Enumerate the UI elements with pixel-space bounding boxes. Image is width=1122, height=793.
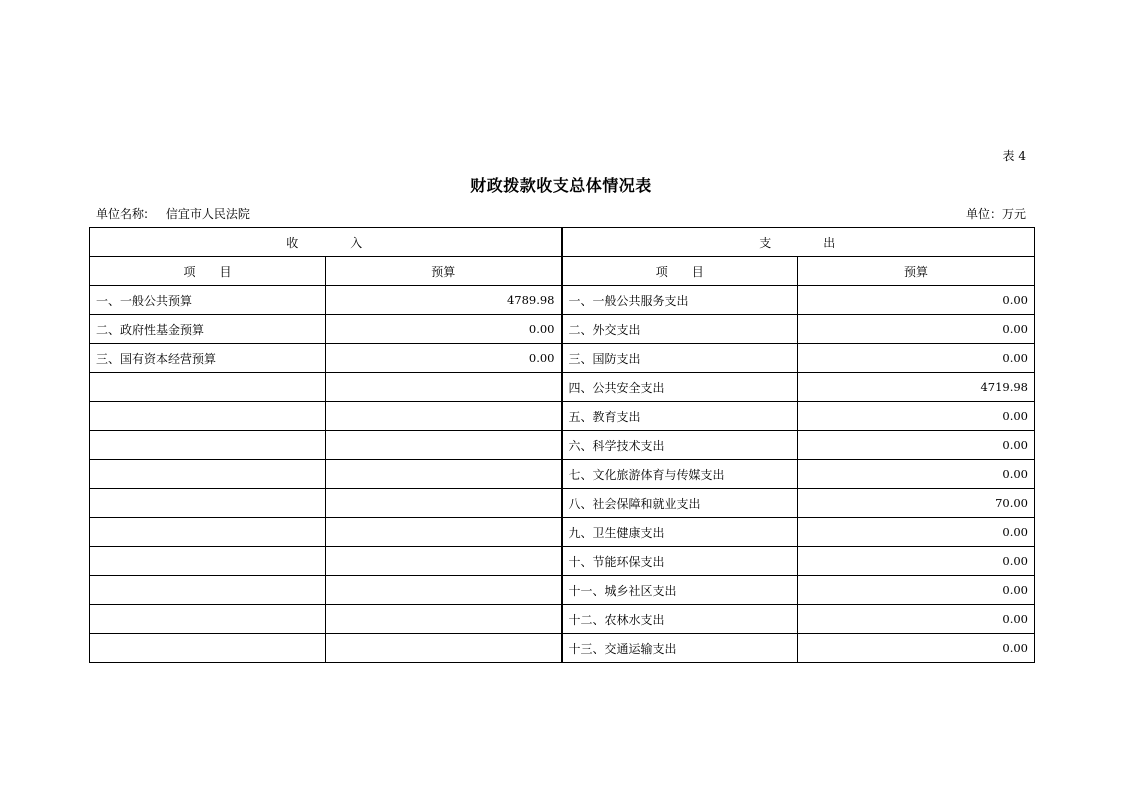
income-item-cell <box>90 373 326 402</box>
income-value-cell: 0.00 <box>326 344 562 373</box>
expense-value-cell: 0.00 <box>798 547 1035 576</box>
expense-item-cell: 十、节能环保支出 <box>562 547 798 576</box>
table-row <box>90 634 1035 663</box>
income-item-cell <box>90 576 326 605</box>
income-item-cell <box>90 489 326 518</box>
income-value-cell <box>326 547 562 576</box>
table-row <box>90 315 1035 344</box>
income-group-char-1: 收 <box>286 235 301 250</box>
table-row <box>90 489 1035 518</box>
table-row <box>90 431 1035 460</box>
income-item-cell: 二、政府性基金预算 <box>90 315 326 344</box>
expense-item-cell: 八、社会保障和就业支出 <box>562 489 798 518</box>
income-value-cell <box>326 605 562 634</box>
income-value-cell <box>326 576 562 605</box>
expense-item-cell: 四、公共安全支出 <box>562 373 798 402</box>
unit-measure: 单位：万元 <box>965 207 1026 221</box>
unit-name-value: 信宜市人民法院 <box>165 207 250 221</box>
expense-budget-header: 预算 <box>798 257 1035 286</box>
expense-value-cell: 0.00 <box>798 315 1035 344</box>
income-item-cell: 三、国有资本经营预算 <box>90 344 326 373</box>
expense-value-cell: 0.00 <box>798 576 1035 605</box>
unit-name-group <box>96 205 250 222</box>
expense-value-cell: 0.00 <box>798 431 1035 460</box>
expense-value-cell: 0.00 <box>798 460 1035 489</box>
income-value-cell: 4789.98 <box>326 286 562 315</box>
expense-item-cell: 五、教育支出 <box>562 402 798 431</box>
expense-item-cell: 六、科学技术支出 <box>562 431 798 460</box>
expense-value-cell: 0.00 <box>798 518 1035 547</box>
item-header-char-1: 项 <box>183 264 196 279</box>
expense-value-cell: 0.00 <box>798 634 1035 663</box>
table-row <box>90 547 1035 576</box>
table-row <box>90 576 1035 605</box>
income-group-char-2: 入 <box>350 235 365 250</box>
income-item-cell <box>90 547 326 576</box>
table-row <box>90 373 1035 402</box>
budget-table <box>89 227 1035 663</box>
income-group-header <box>90 228 562 257</box>
income-value-cell <box>326 634 562 663</box>
group-header-row <box>90 228 1035 257</box>
income-value-cell <box>326 373 562 402</box>
income-value-cell: 0.00 <box>326 315 562 344</box>
item-header-char-2: 目 <box>691 264 704 279</box>
expense-item-cell: 二、外交支出 <box>562 315 798 344</box>
expense-value-cell: 0.00 <box>798 402 1035 431</box>
table-number: 表 4 <box>1002 149 1026 163</box>
expense-value-cell: 0.00 <box>798 344 1035 373</box>
table-row <box>90 460 1035 489</box>
income-value-cell <box>326 460 562 489</box>
income-budget-header: 预算 <box>326 257 562 286</box>
item-header-char-2: 目 <box>219 264 232 279</box>
expense-item-cell: 十三、交通运输支出 <box>562 634 798 663</box>
expense-item-cell: 三、国防支出 <box>562 344 798 373</box>
income-item-cell <box>90 402 326 431</box>
expense-item-cell: 九、卫生健康支出 <box>562 518 798 547</box>
income-value-cell <box>326 518 562 547</box>
expense-group-char-1: 支 <box>759 235 774 250</box>
income-item-cell <box>90 431 326 460</box>
income-item-cell: 一、一般公共预算 <box>90 286 326 315</box>
income-item-cell <box>90 605 326 634</box>
table-row <box>90 605 1035 634</box>
income-value-cell <box>326 489 562 518</box>
expense-item-cell: 七、文化旅游体育与传媒支出 <box>562 460 798 489</box>
expense-group-char-2: 出 <box>823 235 838 250</box>
unit-name-label: 单位名称: <box>96 207 149 221</box>
income-item-cell <box>90 634 326 663</box>
expense-item-cell: 十一、城乡社区支出 <box>562 576 798 605</box>
table-row <box>90 402 1035 431</box>
expense-value-cell: 70.00 <box>798 489 1035 518</box>
expense-item-cell: 十二、农林水支出 <box>562 605 798 634</box>
expense-item-header <box>562 257 798 286</box>
expense-value-cell: 4719.98 <box>798 373 1035 402</box>
item-header-char-1: 项 <box>655 264 668 279</box>
income-value-cell <box>326 431 562 460</box>
column-header-row <box>90 257 1035 286</box>
table-row <box>90 344 1035 373</box>
expense-value-cell: 0.00 <box>798 605 1035 634</box>
income-item-header <box>90 257 326 286</box>
income-item-cell <box>90 460 326 489</box>
expense-group-header <box>562 228 1035 257</box>
expense-value-cell: 0.00 <box>798 286 1035 315</box>
expense-item-cell: 一、一般公共服务支出 <box>562 286 798 315</box>
table-row <box>90 286 1035 315</box>
income-item-cell <box>90 518 326 547</box>
page-title: 财政拨款收支总体情况表 <box>470 176 652 195</box>
income-value-cell <box>326 402 562 431</box>
table-row <box>90 518 1035 547</box>
